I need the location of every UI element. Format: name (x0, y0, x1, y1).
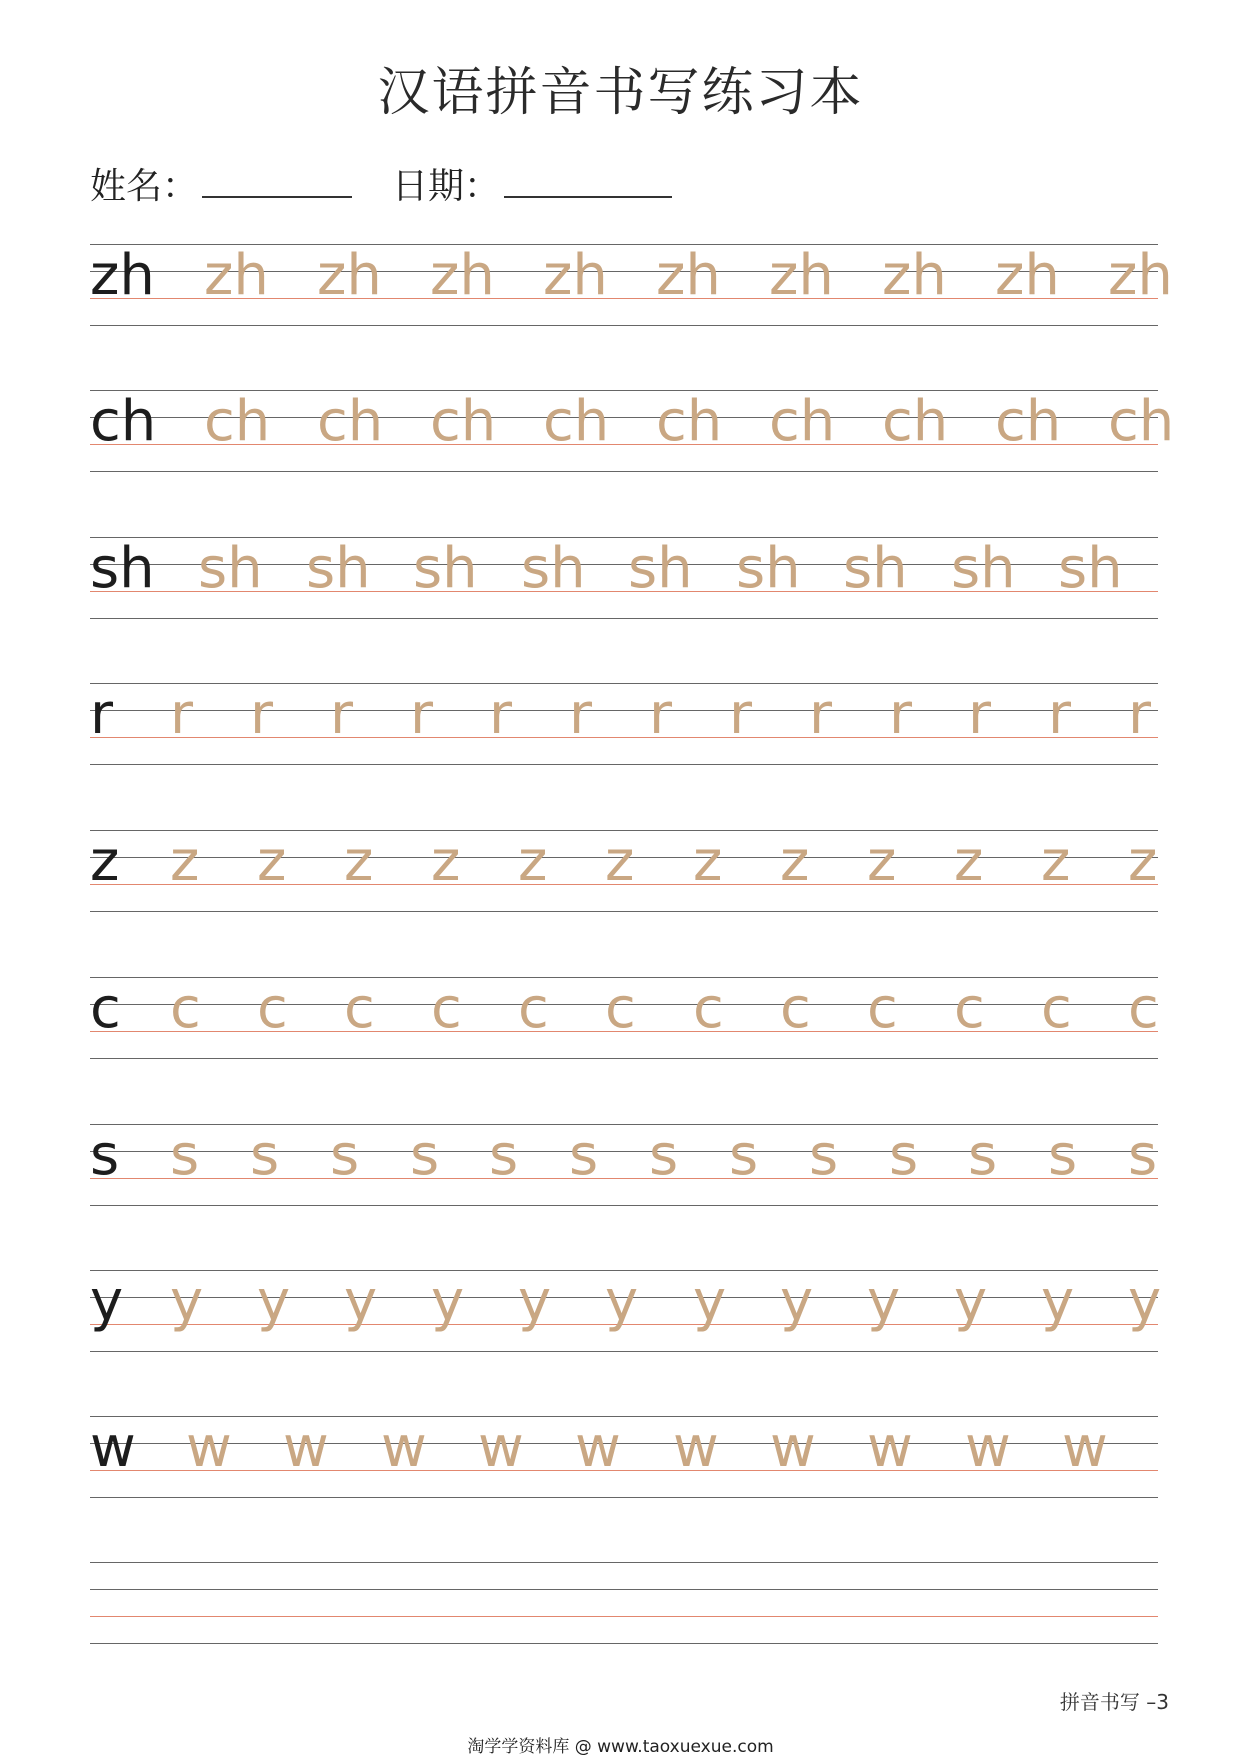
model-letter: w (90, 1415, 136, 1480)
trace-letter: zh (656, 243, 721, 308)
trace-letter: z (1041, 829, 1071, 894)
trace-letter: y (1128, 1269, 1162, 1334)
trace-letter: w (1062, 1415, 1108, 1480)
trace-letter: z (170, 829, 200, 894)
model-letter: sh (90, 536, 155, 601)
trace-letter: y (257, 1269, 291, 1334)
trace-letter: s (250, 1123, 280, 1188)
trace-letter: y (780, 1269, 814, 1334)
trace-letter: r (1048, 682, 1072, 747)
model-letter: r (90, 682, 114, 747)
trace-letter: ch (882, 389, 949, 454)
trace-letter: c (257, 976, 288, 1041)
trace-letter: c (344, 976, 375, 1041)
trace-letter: z (693, 829, 723, 894)
trace-letter: s (649, 1123, 679, 1188)
trace-letter: w (673, 1415, 719, 1480)
trace-letter: s (170, 1123, 200, 1188)
trace-letter: w (965, 1415, 1011, 1480)
source-credit: 淘学学资料库 @ www.taoxuexue.com (467, 1737, 774, 1757)
trace-letter: ch (769, 389, 836, 454)
trace-letter: c (693, 976, 724, 1041)
writing-row[interactable] (90, 243, 1173, 326)
trace-letter: c (1041, 976, 1072, 1041)
trace-letter: r (250, 682, 274, 747)
trace-letter: y (867, 1269, 901, 1334)
trace-letter: w (186, 1415, 232, 1480)
trace-letter: ch (656, 389, 723, 454)
trace-letter: y (1041, 1269, 1075, 1334)
trace-letter: s (489, 1123, 519, 1188)
trace-letter: r (170, 682, 194, 747)
trace-letter: r (569, 682, 593, 747)
trace-letter: y (344, 1269, 378, 1334)
trace-letter: s (569, 1123, 599, 1188)
trace-letter: sh (736, 536, 801, 601)
writing-row[interactable] (90, 1269, 1162, 1352)
trace-letter: w (770, 1415, 816, 1480)
trace-letter: ch (1108, 389, 1175, 454)
trace-letter: z (518, 829, 548, 894)
trace-letter: z (954, 829, 984, 894)
writing-row[interactable] (90, 977, 1158, 1059)
trace-letter: s (889, 1123, 919, 1188)
trace-letter: c (954, 976, 985, 1041)
trace-letter: zh (1108, 243, 1173, 308)
trace-letter: w (381, 1415, 427, 1480)
trace-letter: sh (628, 536, 693, 601)
trace-letter: y (693, 1269, 727, 1334)
trace-letter: zh (204, 243, 269, 308)
trace-letter: zh (995, 243, 1060, 308)
trace-letter: w (478, 1415, 524, 1480)
date-blank[interactable] (504, 196, 672, 198)
trace-letter: s (410, 1123, 440, 1188)
trace-letter: sh (198, 536, 263, 601)
trace-letter: w (283, 1415, 329, 1480)
trace-letter: sh (413, 536, 478, 601)
trace-letter: y (954, 1269, 988, 1334)
trace-letter: y (431, 1269, 465, 1334)
trace-letter: y (605, 1269, 639, 1334)
trace-letter: zh (769, 243, 834, 308)
writing-row[interactable] (90, 537, 1158, 619)
trace-letter: r (729, 682, 753, 747)
name-blank[interactable] (202, 196, 352, 198)
trace-letter: zh (882, 243, 947, 308)
trace-letter: ch (995, 389, 1062, 454)
writing-row[interactable] (90, 1416, 1158, 1498)
trace-letter: z (605, 829, 635, 894)
trace-letter: r (489, 682, 513, 747)
model-letter: y (90, 1269, 124, 1334)
trace-letter: z (1128, 829, 1158, 894)
trace-letter: sh (951, 536, 1016, 601)
trace-letter: r (410, 682, 434, 747)
trace-letter: c (780, 976, 811, 1041)
trace-letter: zh (543, 243, 608, 308)
trace-letter: ch (430, 389, 497, 454)
trace-letter: z (257, 829, 287, 894)
model-letter: zh (90, 243, 155, 308)
trace-letter: w (575, 1415, 621, 1480)
writing-row[interactable] (90, 1124, 1158, 1206)
trace-letter: ch (317, 389, 384, 454)
trace-letter: ch (204, 389, 271, 454)
trace-letter: w (867, 1415, 913, 1480)
trace-letter: ch (543, 389, 610, 454)
trace-letter: r (330, 682, 354, 747)
date-field (392, 158, 672, 209)
trace-letter: s (729, 1123, 759, 1188)
trace-letter: s (1128, 1123, 1158, 1188)
trace-letter: sh (843, 536, 908, 601)
page-number: 拼音书写 –3 (1059, 1690, 1169, 1714)
trace-letter: sh (521, 536, 586, 601)
writing-row[interactable] (90, 830, 1158, 912)
trace-letter: r (649, 682, 673, 747)
trace-letter: r (889, 682, 913, 747)
trace-letter: s (1048, 1123, 1078, 1188)
trace-letter: zh (317, 243, 382, 308)
trace-letter: s (968, 1123, 998, 1188)
trace-letter: sh (1058, 536, 1123, 601)
trace-letter: c (431, 976, 462, 1041)
trace-letter: s (809, 1123, 839, 1188)
trace-letter: y (170, 1269, 204, 1334)
trace-letter: c (1128, 976, 1159, 1041)
writing-row[interactable] (90, 683, 1158, 765)
trace-letter: c (170, 976, 201, 1041)
date-label: 日期： (392, 166, 501, 207)
trace-letter: c (518, 976, 549, 1041)
model-letter: c (90, 976, 121, 1041)
writing-row[interactable] (90, 1562, 1158, 1644)
name-field (90, 158, 352, 209)
trace-letter: z (780, 829, 810, 894)
name-label: 姓名： (90, 166, 199, 207)
model-letter: z (90, 829, 120, 894)
trace-letter: z (867, 829, 897, 894)
model-letter: s (90, 1123, 120, 1188)
page-title: 汉语拼音书写练习本 (377, 63, 864, 123)
trace-letter: r (968, 682, 992, 747)
writing-row[interactable] (90, 389, 1175, 472)
trace-letter: y (518, 1269, 552, 1334)
trace-letter: s (330, 1123, 360, 1188)
trace-letter: c (867, 976, 898, 1041)
trace-letter: zh (430, 243, 495, 308)
trace-letter: r (1128, 682, 1152, 747)
model-letter: ch (90, 389, 157, 454)
trace-letter: sh (306, 536, 371, 601)
trace-letter: c (605, 976, 636, 1041)
trace-letter: z (344, 829, 374, 894)
trace-letter: z (431, 829, 461, 894)
trace-letter: r (809, 682, 833, 747)
